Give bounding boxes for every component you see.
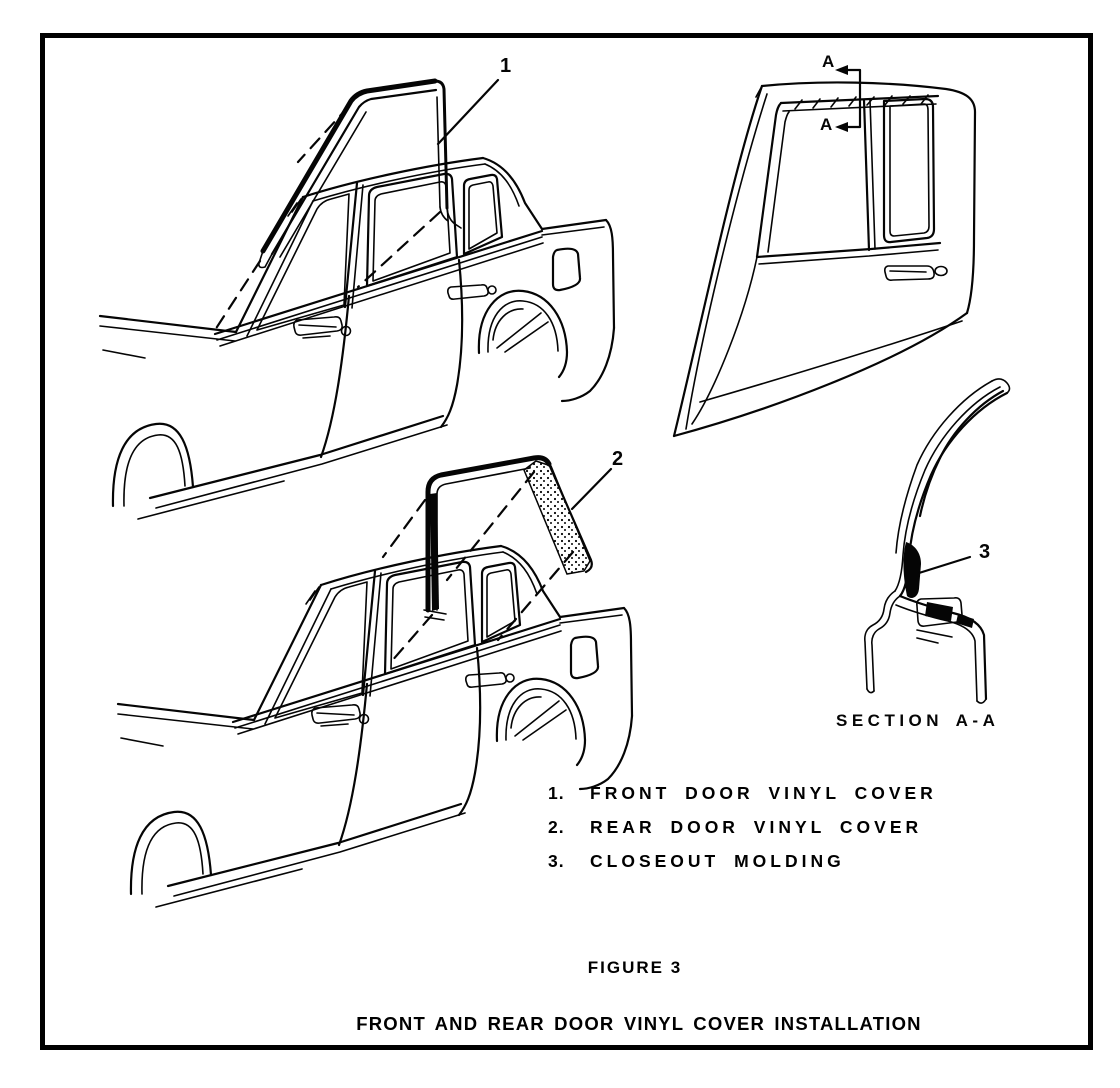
car-side-view-front-cover	[100, 80, 614, 519]
callout-1-leader	[438, 80, 498, 144]
callout-1: 1	[500, 55, 513, 77]
legend-item-number: 2.	[548, 817, 565, 837]
figure-number: FIGURE 3	[587, 958, 683, 977]
callout-3-leader	[919, 557, 970, 573]
callout-2-leader	[572, 469, 611, 509]
legend-item-number: 1.	[548, 783, 565, 803]
callout-2: 2	[612, 448, 625, 470]
legend-item-label: REAR DOOR VINYL COVER	[590, 817, 923, 837]
section-marker-bottom: A	[820, 115, 833, 134]
exploded-front-door-vinyl-cover	[259, 81, 461, 268]
section-cut-bracket	[835, 65, 860, 132]
figure-caption: FRONT AND REAR DOOR VINYL COVER INSTALLATION	[356, 1013, 922, 1034]
callout-3: 3	[979, 541, 992, 563]
section-label: SECTION A-A	[836, 711, 1000, 730]
legend-item-number: 3.	[548, 851, 565, 871]
legend-item-front-cover	[548, 783, 937, 817]
legend-item-label: CLOSEOUT MOLDING	[590, 851, 845, 871]
legend-item-closeout-molding	[548, 851, 937, 885]
section-marker-top: A	[822, 52, 835, 71]
legend	[548, 783, 937, 885]
legend-item-label: FRONT DOOR VINYL COVER	[590, 783, 937, 803]
exploded-rear-door-vinyl-cover	[424, 458, 592, 620]
legend-item-rear-cover	[548, 817, 937, 851]
